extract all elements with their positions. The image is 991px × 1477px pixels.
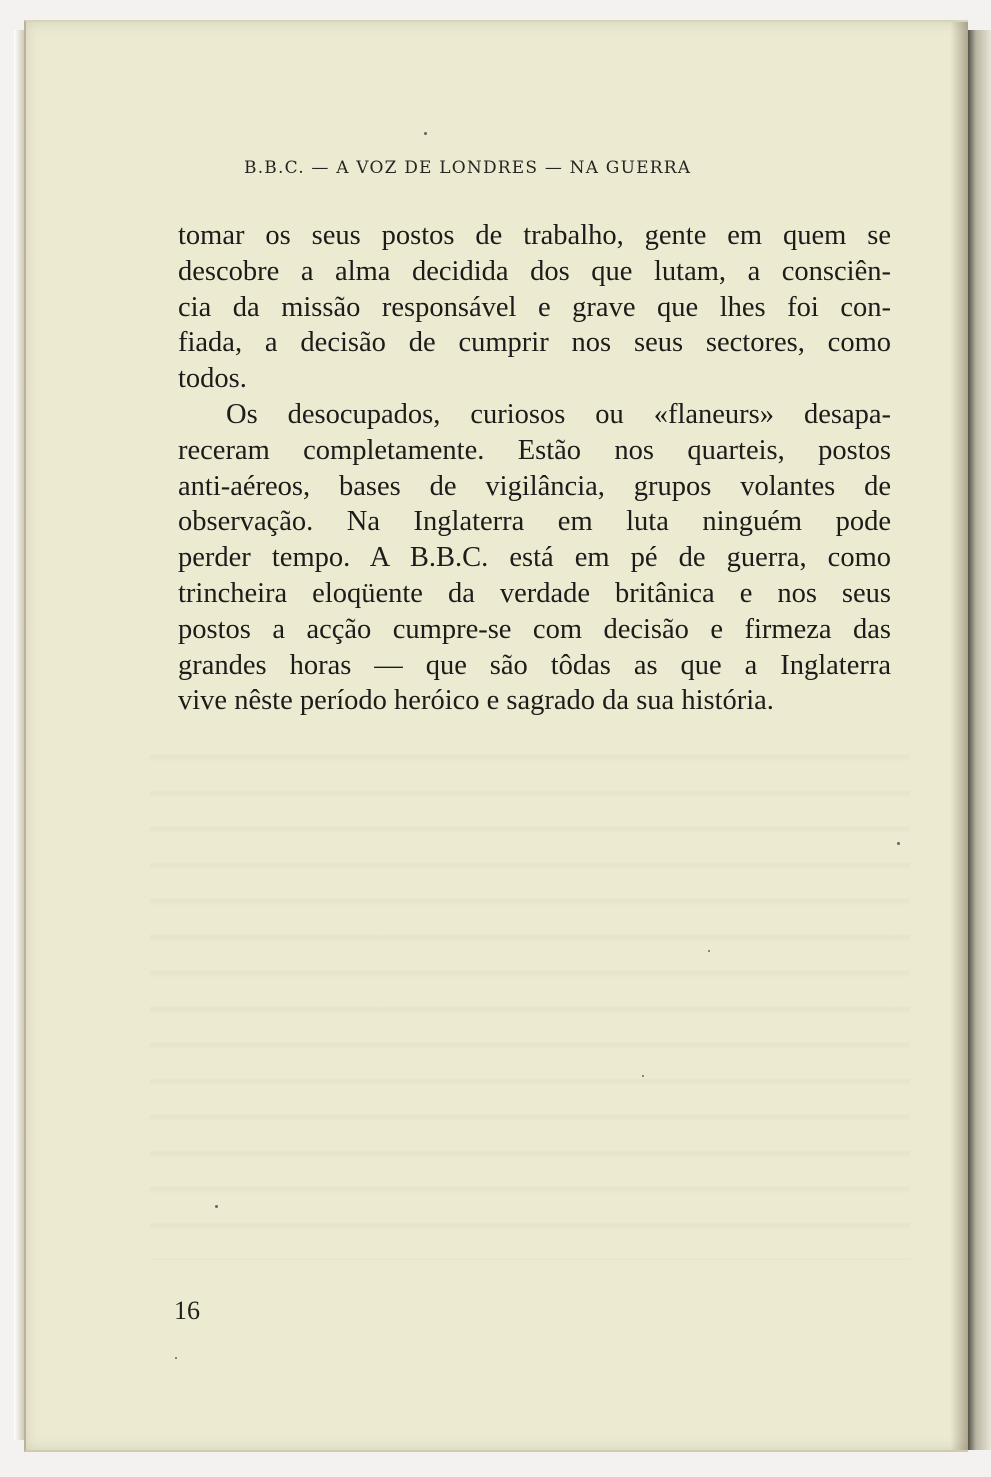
paper-speck [215,1205,218,1208]
text-line: tomar os seus postos de trabalho, gente em quem se [178,220,891,251]
page-number: 16 [174,1296,200,1325]
text-line: cia da missão responsável e grave que lhes foi con- [178,291,891,323]
text-line: descobre a alma decidida dos que lutam, a consciên- [178,255,891,287]
paper-speck [175,1357,177,1359]
text-line: postos a acção cumpre-se com decisão e firmeza das [178,613,891,645]
page-left-edge [14,30,24,1440]
spine-shadow [950,22,968,1450]
body-text [178,218,891,719]
paper-speck [708,950,710,952]
show-through-texture [150,740,910,1260]
text-line: fiada, a decisão de cumprir nos seus sectores, como [178,327,891,359]
text-line: todos. [178,363,247,395]
text-line: receram completamente. Estão nos quarteis, postos [178,434,891,466]
text-line: perder tempo. A B.B.C. está em pé de guerra, como [178,542,891,574]
paper-speck [424,132,427,135]
adjacent-page-edge [966,30,991,1450]
running-header: B.B.C. — A VOZ DE LONDRES — NA GUERRA [244,158,692,178]
text-line: Os desocupados, curiosos ou «flaneurs» desapa- [226,398,891,430]
text-line: vive nêste período heróico e sagrado da sua história. [178,685,774,717]
text-line: trincheira eloqüente da verdade britânica e nos seus [178,577,891,609]
paper-speck [897,842,900,845]
text-line: observação. Na Inglaterra em luta ninguém pode [178,506,891,538]
text-line: grandes horas — que são tôdas as que a Inglaterra [178,649,891,681]
paragraph-2 [178,397,891,719]
paper-speck [642,1075,644,1077]
paragraph-1 [178,218,891,397]
text-line: anti-aéreos, bases de vigilância, grupos volantes de [178,470,891,502]
